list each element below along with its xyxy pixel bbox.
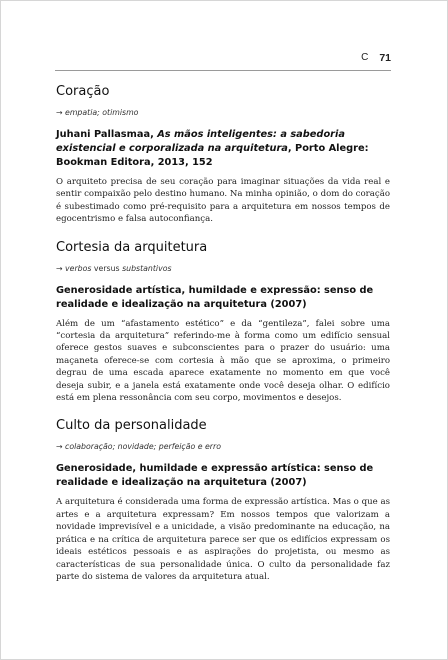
cross-reference-text: substantivos bbox=[122, 263, 172, 273]
source-reference: Generosidade artística, humildade e expressão: senso de realidade e idealização na arquitetura (2007) bbox=[56, 284, 374, 310]
cross-reference-text: colaboração; novidade; perfeição e erro bbox=[65, 442, 221, 452]
page-number: 71 bbox=[379, 52, 391, 64]
reference-author: Juhani Pallasmaa, bbox=[56, 129, 158, 140]
cross-reference-versus: versus bbox=[91, 263, 123, 273]
cross-reference bbox=[56, 108, 390, 117]
reference-publisher: , Porto Alegre: Bookman Editora, 2013, 152 bbox=[56, 143, 369, 168]
body-paragraph: A arquitetura é considerada uma forma de expressão artística. Mas o que as artes e a arquitetura expressam? Em nossos tempos que valorizam a novidade imprevisível e a unicidade, a visão predominante na educação, na prática e na crítica de arquitetura parece ser que os edifícios expressam os ideais estéticos pessoais e as aspirações do projetista, ou mesmo as características de sua personalidade única. O culto da personalidade faz parte do sistema de valores da arquitetura atual. bbox=[56, 497, 390, 582]
page-content bbox=[56, 84, 390, 583]
section-title: Coração bbox=[56, 84, 110, 99]
section-letter: C bbox=[361, 52, 369, 63]
arrow-icon: → bbox=[56, 108, 63, 117]
cross-reference-text: verbos bbox=[65, 263, 92, 273]
body-paragraph: O arquiteto precisa de seu coração para imaginar situações da vida real e sentir compaixão pelo destino humano. Na minha opinião, o dom do coração é subestimado como pré-requisito para a arquitetura em nossos tempos de egocentrismo e falsa autoconfiança. bbox=[56, 177, 390, 225]
arrow-icon: → bbox=[56, 442, 63, 452]
cross-reference bbox=[56, 442, 390, 451]
source-reference: Generosidade, humildade e expressão artística: senso de realidade e idealização na arquitetura (2007) bbox=[56, 463, 374, 489]
running-header bbox=[361, 52, 391, 64]
body-paragraph: Além de um “afastamento estético” e da “gentileza”, falei sobre uma “cortesia da arquitetura” referindo-me à forma como um edifício sensual oferece gestos suaves e subconscientes para o prazer do usuário: uma maçaneta oferece-se com cortesia à mão que se aproxima, o primeiro degrau de uma escada aparece exatamente no momento em que você deseja subir, e a janela está exatamente onde você deseja olhar. O edifício está em plena ressonância com seu corpo, movimentos e desejos. bbox=[56, 318, 390, 404]
section-title: Cortesia da arquitetura bbox=[56, 239, 208, 255]
section-title: Culto da personalidade bbox=[56, 418, 207, 434]
header-rule bbox=[55, 70, 391, 71]
arrow-icon: → bbox=[56, 263, 63, 273]
cross-reference-text: empatia; otimismo bbox=[65, 108, 139, 117]
reference-work: As mãos inteligentes: a sabedoria existencial e corporalizada na arquitetura bbox=[56, 129, 345, 154]
source-reference bbox=[56, 128, 390, 170]
cross-reference bbox=[56, 264, 390, 273]
